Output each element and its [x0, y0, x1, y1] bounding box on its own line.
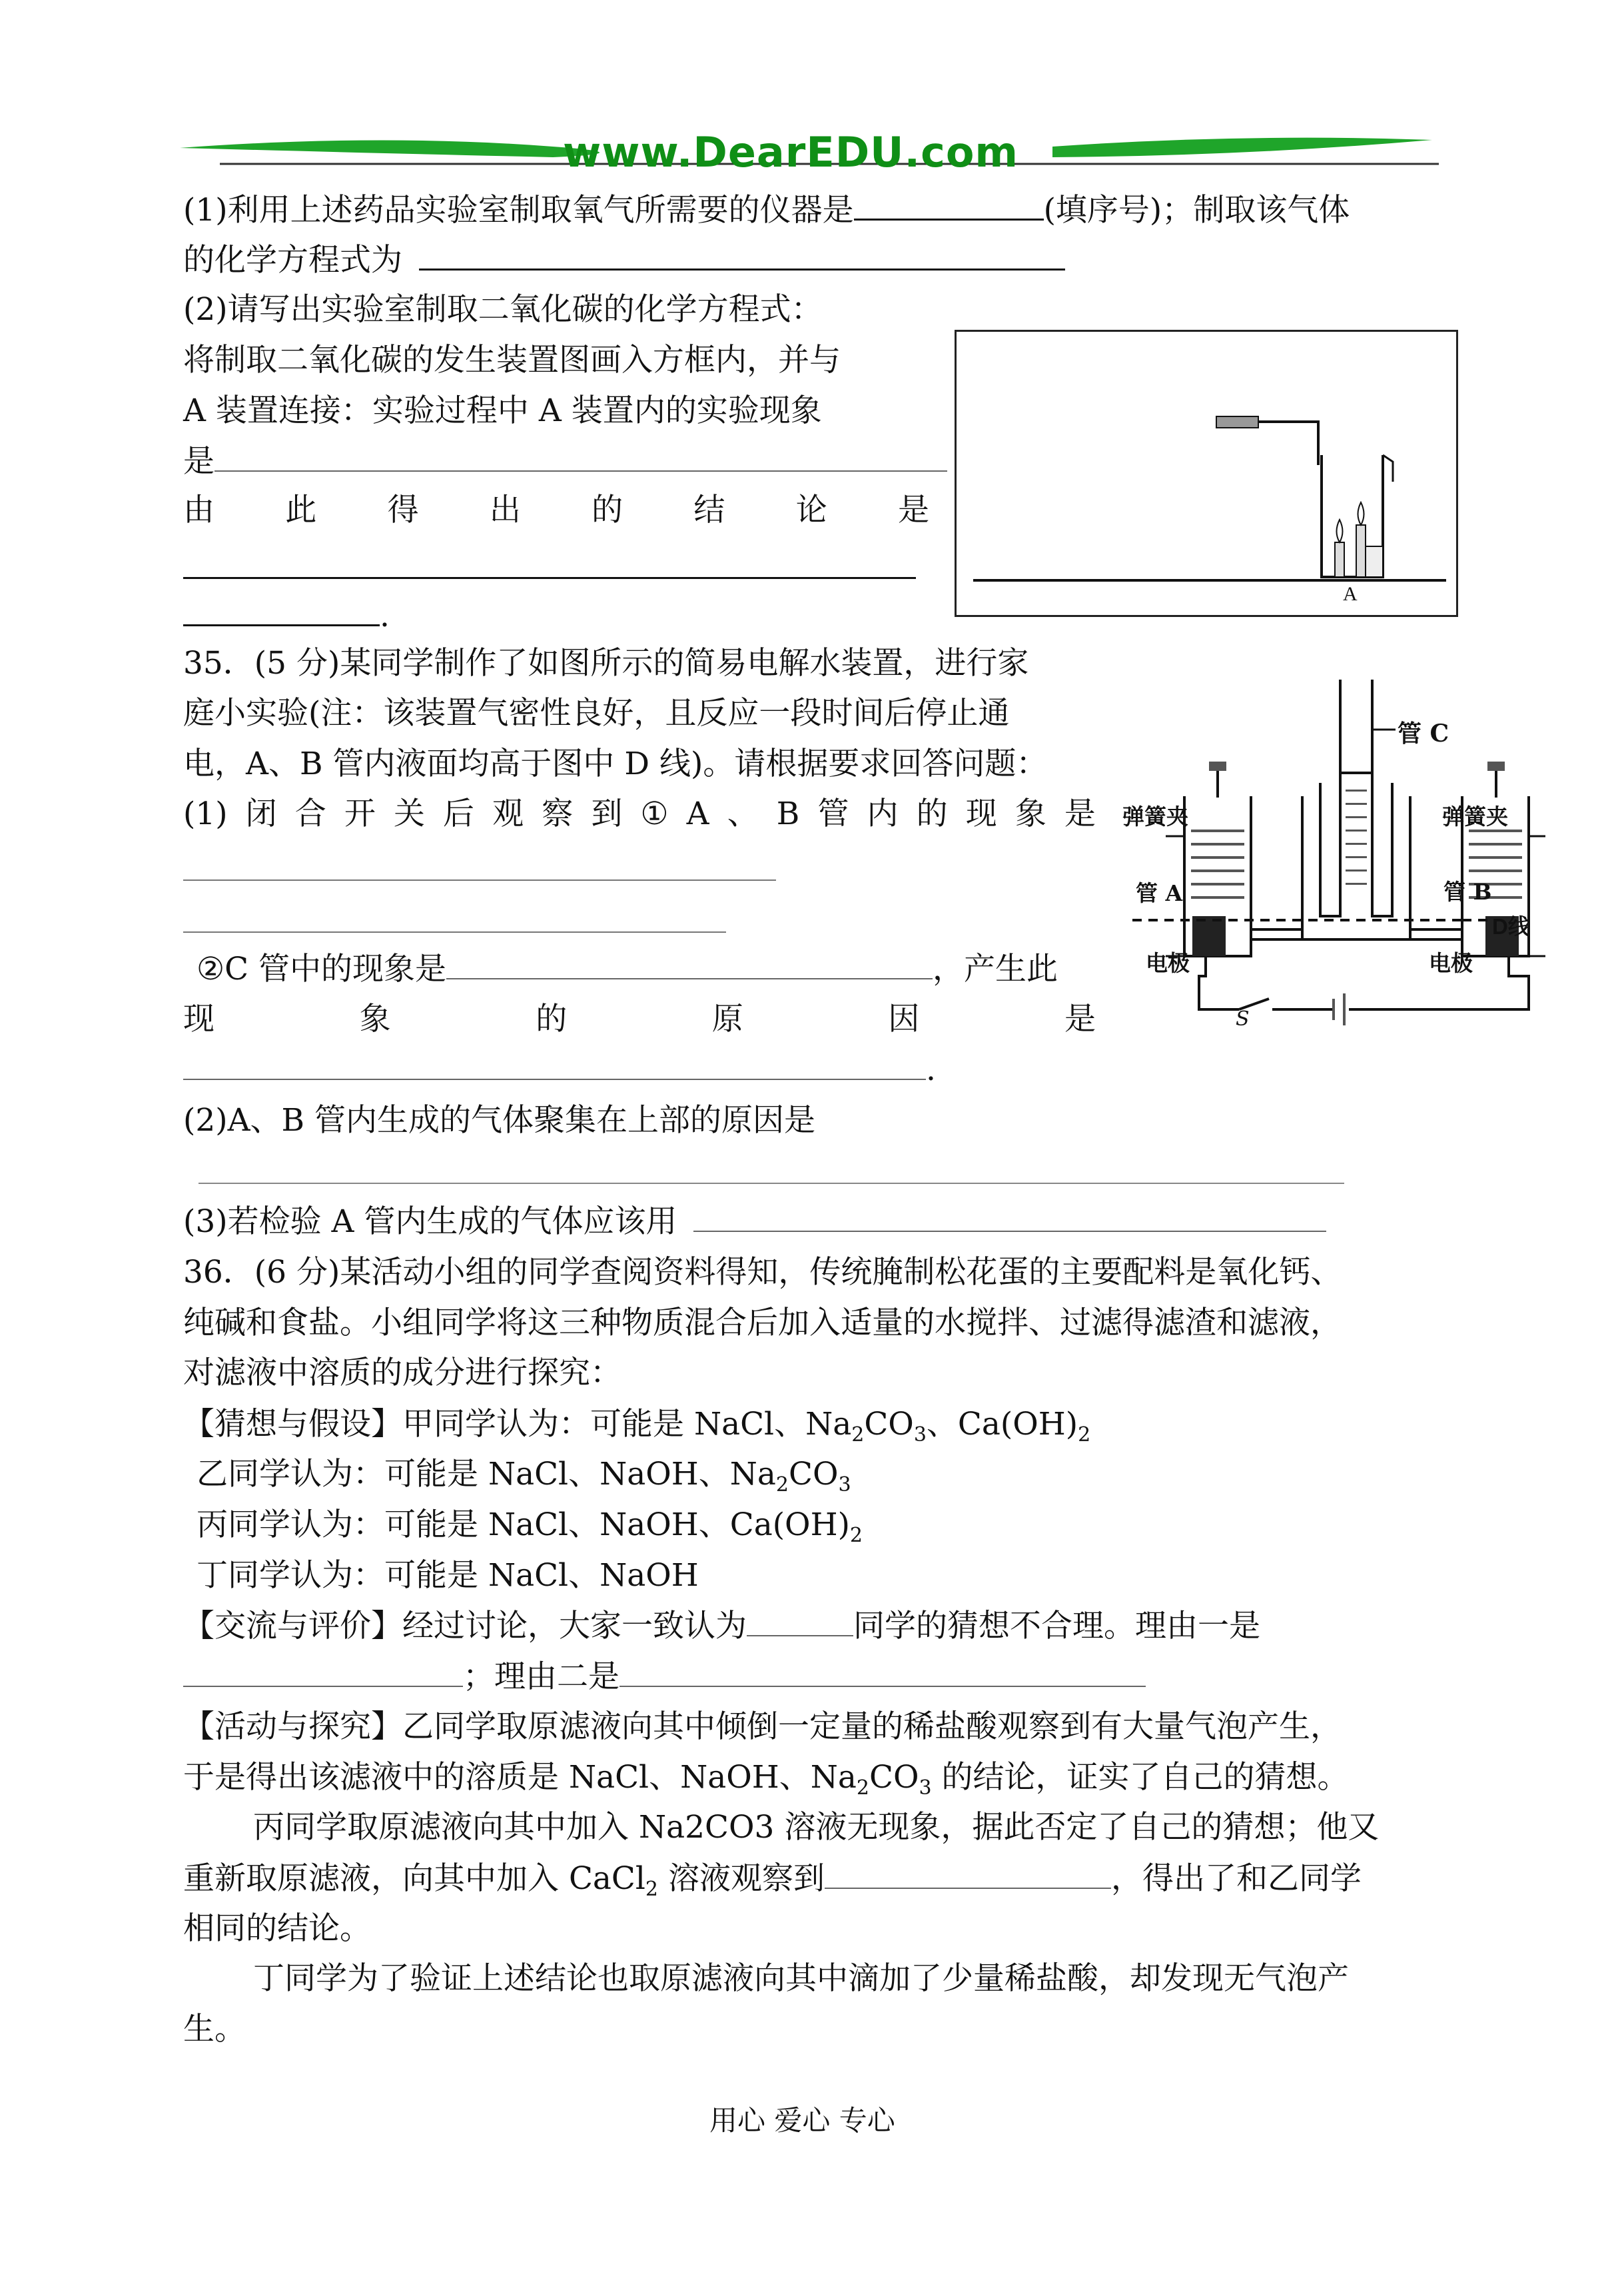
q34-p2-d-text: 是	[183, 443, 214, 480]
char: 得	[387, 492, 419, 528]
eval-text-a: 经过讨论，大家一致认为	[402, 1608, 747, 1644]
beaker-candle-diagram	[957, 332, 1456, 615]
char: 开	[344, 796, 376, 832]
q35-p3-blank[interactable]	[693, 1201, 1326, 1232]
sub: 3	[838, 1473, 851, 1496]
q36-which-student-blank[interactable]	[747, 1606, 853, 1636]
q36-bing-line-3: 相同的结论。	[183, 1910, 371, 1947]
electrode-left-label: 电极	[1146, 950, 1190, 976]
q36-guess-bing	[197, 1505, 863, 1545]
q36-intro-2: 纯碱和食盐。小组同学将这三种物质混合后加入适量的水搅拌、过滤得滤渣和滤液，	[183, 1305, 1342, 1341]
char: 合	[294, 796, 326, 832]
q36-bing-line-1: 丙同学取原滤液向其中加入 Na2CO3 溶液无现象，据此否定了自己的猜想；他又	[253, 1809, 1380, 1846]
act-heading: 【活动与探究】	[183, 1708, 402, 1745]
bing-text-2c: ，得出了和乙同学	[1110, 1860, 1362, 1897]
char: 关	[393, 796, 425, 832]
char: B	[776, 796, 800, 832]
guess-yi-text: 乙同学认为：可能是 NaCl、NaOH、Na	[197, 1456, 776, 1492]
q34-p2-line-d	[183, 441, 947, 482]
sub: 2	[645, 1878, 659, 1901]
q35-c-tube-text: ②C 管中的现象是	[197, 951, 447, 987]
sub: 3	[913, 1423, 927, 1446]
q35-p1b-line	[197, 949, 1058, 989]
q34-phenomenon-blank[interactable]	[214, 441, 947, 472]
q35-p2-blank[interactable]	[199, 1183, 1344, 1184]
q34-conclusion-blank-2[interactable]	[183, 598, 380, 626]
q34-line-2	[183, 239, 1065, 281]
site-url[interactable]: www.DearEDU.com	[563, 128, 1019, 177]
clamp-right-label: 弹簧夹	[1442, 804, 1508, 830]
char: 、	[727, 796, 759, 832]
guess-yi-mid: CO	[788, 1456, 839, 1492]
eval-text-c: ；理由二是	[463, 1658, 619, 1695]
period: .	[926, 1051, 936, 1088]
q35-intro-3: 电，A、B 管内液面均高于图中 D 线)。请根据要求回答问题：	[183, 746, 1048, 782]
q34-p1-text-c: 的化学方程式为	[183, 242, 402, 279]
q35-p3-text: (3)若检验 A 管内生成的气体应该用	[183, 1203, 677, 1240]
q34-p2-line-a: (2)请写出实验室制取二氧化碳的化学方程式：	[183, 291, 823, 328]
sub: 2	[856, 1776, 869, 1800]
char: 现	[183, 1001, 214, 1037]
electrolysis-diagram	[1119, 676, 1545, 1049]
act-text-2c: 的结论，证实了自己的猜想。	[931, 1759, 1349, 1796]
electrode-right-label: 电极	[1429, 950, 1473, 976]
beaker-label-a: A	[1343, 583, 1358, 605]
eval-heading: 【交流与评价】	[183, 1608, 402, 1644]
guess-jia-text: 甲同学认为：可能是 NaCl、Na	[402, 1406, 852, 1442]
sub: 2	[849, 1524, 863, 1547]
bing-text-2a: 重新取原滤液，向其中加入 CaCl	[183, 1860, 645, 1897]
clamp-left-label: 弹簧夹	[1122, 804, 1188, 830]
q35-reason-blank[interactable]	[183, 1052, 926, 1080]
period: .	[380, 598, 390, 634]
char: 此	[285, 492, 317, 528]
char: 闭	[245, 796, 277, 832]
char: 内	[867, 796, 899, 832]
guess-jia-end: 、Ca(OH)	[926, 1406, 1078, 1442]
q35-p3-line	[183, 1201, 1326, 1242]
char: 象	[1014, 796, 1046, 832]
q36-reason-1-blank[interactable]	[183, 1656, 463, 1687]
footer-motto: 用心 爱心 专心	[709, 2104, 895, 2137]
q35-c-tube-blank[interactable]	[446, 949, 933, 979]
q36-guess-ding: 丁同学认为：可能是 NaCl、NaOH	[197, 1557, 699, 1594]
char: 现	[965, 796, 997, 832]
sub: 2	[1078, 1423, 1091, 1446]
char: 是	[1064, 1001, 1096, 1037]
act-text-1: 乙同学取原滤液向其中倾倒一定量的稀盐酸观察到有大量气泡产生，	[402, 1708, 1342, 1745]
electrolysis-figure	[1119, 676, 1545, 1049]
char: 原	[711, 1001, 743, 1037]
q34-equation-blank[interactable]	[419, 239, 1065, 271]
q35-intro-2: 庭小实验(注：该装置气密性良好，且反应一段时间后停止通	[183, 695, 1010, 732]
bing-text-2b: 溶液观察到	[658, 1860, 825, 1897]
sub: 3	[919, 1776, 932, 1800]
q35-ab-blank-2[interactable]	[183, 931, 726, 933]
tube-a-label: 管 A	[1136, 880, 1183, 906]
q35-reason-line	[183, 1050, 936, 1090]
tube-b-label: 管 B	[1443, 879, 1492, 905]
q34-instrument-blank[interactable]	[854, 189, 1044, 221]
d-line-label: D线	[1492, 914, 1530, 939]
tube-c-label: 管 C	[1398, 720, 1449, 748]
char: 结	[693, 492, 725, 528]
char: 是	[897, 492, 929, 528]
q34-figure-box	[955, 330, 1458, 617]
char: 的	[536, 1001, 568, 1037]
q36-ding-line-1: 丁同学为了验证上述结论也取原滤液向其中滴加了少量稀盐酸，却发现无气泡产	[253, 1960, 1349, 1997]
q36-guess-yi	[197, 1454, 851, 1494]
q34-conclusion-line	[183, 490, 929, 530]
char: 观	[492, 796, 524, 832]
char: A	[686, 796, 709, 832]
act-text-2a: 于是得出该滤液中的溶质是 NaCl、NaOH、Na	[183, 1759, 857, 1796]
q36-act-line-2	[183, 1758, 1349, 1798]
q35-intro-1: 35．(5 分)某同学制作了如图所示的简易电解水装置，进行家	[183, 645, 1029, 682]
q35-p2-line: (2)A、B 管内生成的气体聚集在上部的原因是	[183, 1102, 815, 1139]
q34-p2-line-c: A 装置连接：实验过程中 A 装置内的实验现象	[183, 392, 822, 429]
guess-bing-text: 丙同学认为：可能是 NaCl、NaOH、Ca(OH)	[197, 1506, 850, 1543]
char: ①	[640, 796, 669, 832]
guess-jia-mid: CO	[864, 1406, 914, 1442]
char: 察	[542, 796, 574, 832]
q35-p1-line	[183, 794, 1096, 834]
char: 象	[359, 1001, 391, 1037]
q36-intro-1: 36．(6 分)某活动小组的同学查阅资料得知，传统腌制松花蛋的主要配料是氧化钙、	[183, 1254, 1342, 1291]
q34-conclusion-end	[183, 596, 390, 636]
switch-label: S	[1236, 1007, 1250, 1031]
char: 的	[916, 796, 948, 832]
q36-eval-line-1	[183, 1606, 1260, 1646]
char: 出	[489, 492, 521, 528]
q36-act-line-1	[183, 1707, 1342, 1747]
q35-ab-blank-1[interactable]	[183, 879, 776, 881]
q36-intro-3: 对滤液中溶质的成分进行探究：	[183, 1355, 621, 1391]
char: 到	[591, 796, 623, 832]
char: 是	[1064, 796, 1096, 832]
char: 论	[795, 492, 827, 528]
q36-ding-line-2: 生。	[183, 2011, 246, 2047]
q36-reason-2-blank[interactable]	[619, 1656, 1146, 1687]
q35-p1c-line	[183, 999, 1096, 1039]
sub: 2	[851, 1423, 865, 1446]
eval-text-b: 同学的猜想不合理。理由一是	[853, 1608, 1260, 1644]
char: 由	[183, 492, 214, 528]
q35-c-tube-text-b: ，产生此	[933, 951, 1058, 987]
q36-bing-line-2	[183, 1858, 1362, 1899]
q34-p1-text-a: (1)利用上述药品实验室制取氧气所需要的仪器是	[183, 192, 854, 229]
q34-p1-text-b: (填序号)；制取该气体	[1043, 192, 1350, 229]
q36-eval-line-2	[183, 1656, 1146, 1697]
q34-conclusion-blank-1[interactable]	[183, 577, 916, 579]
char: (1)	[183, 796, 228, 832]
q36-observation-blank[interactable]	[825, 1858, 1111, 1889]
char: 的	[592, 492, 623, 528]
char: 后	[443, 796, 475, 832]
q36-guess-jia	[183, 1405, 1090, 1444]
guess-heading: 【猜想与假设】	[183, 1406, 402, 1442]
act-text-2b: CO	[869, 1759, 919, 1796]
q34-line-1	[183, 189, 1350, 231]
char: 管	[817, 796, 849, 832]
q34-p2-line-b: 将制取二氧化碳的发生装置图画入方框内，并与	[183, 342, 841, 378]
char: 因	[888, 1001, 920, 1037]
sub: 2	[775, 1473, 789, 1496]
